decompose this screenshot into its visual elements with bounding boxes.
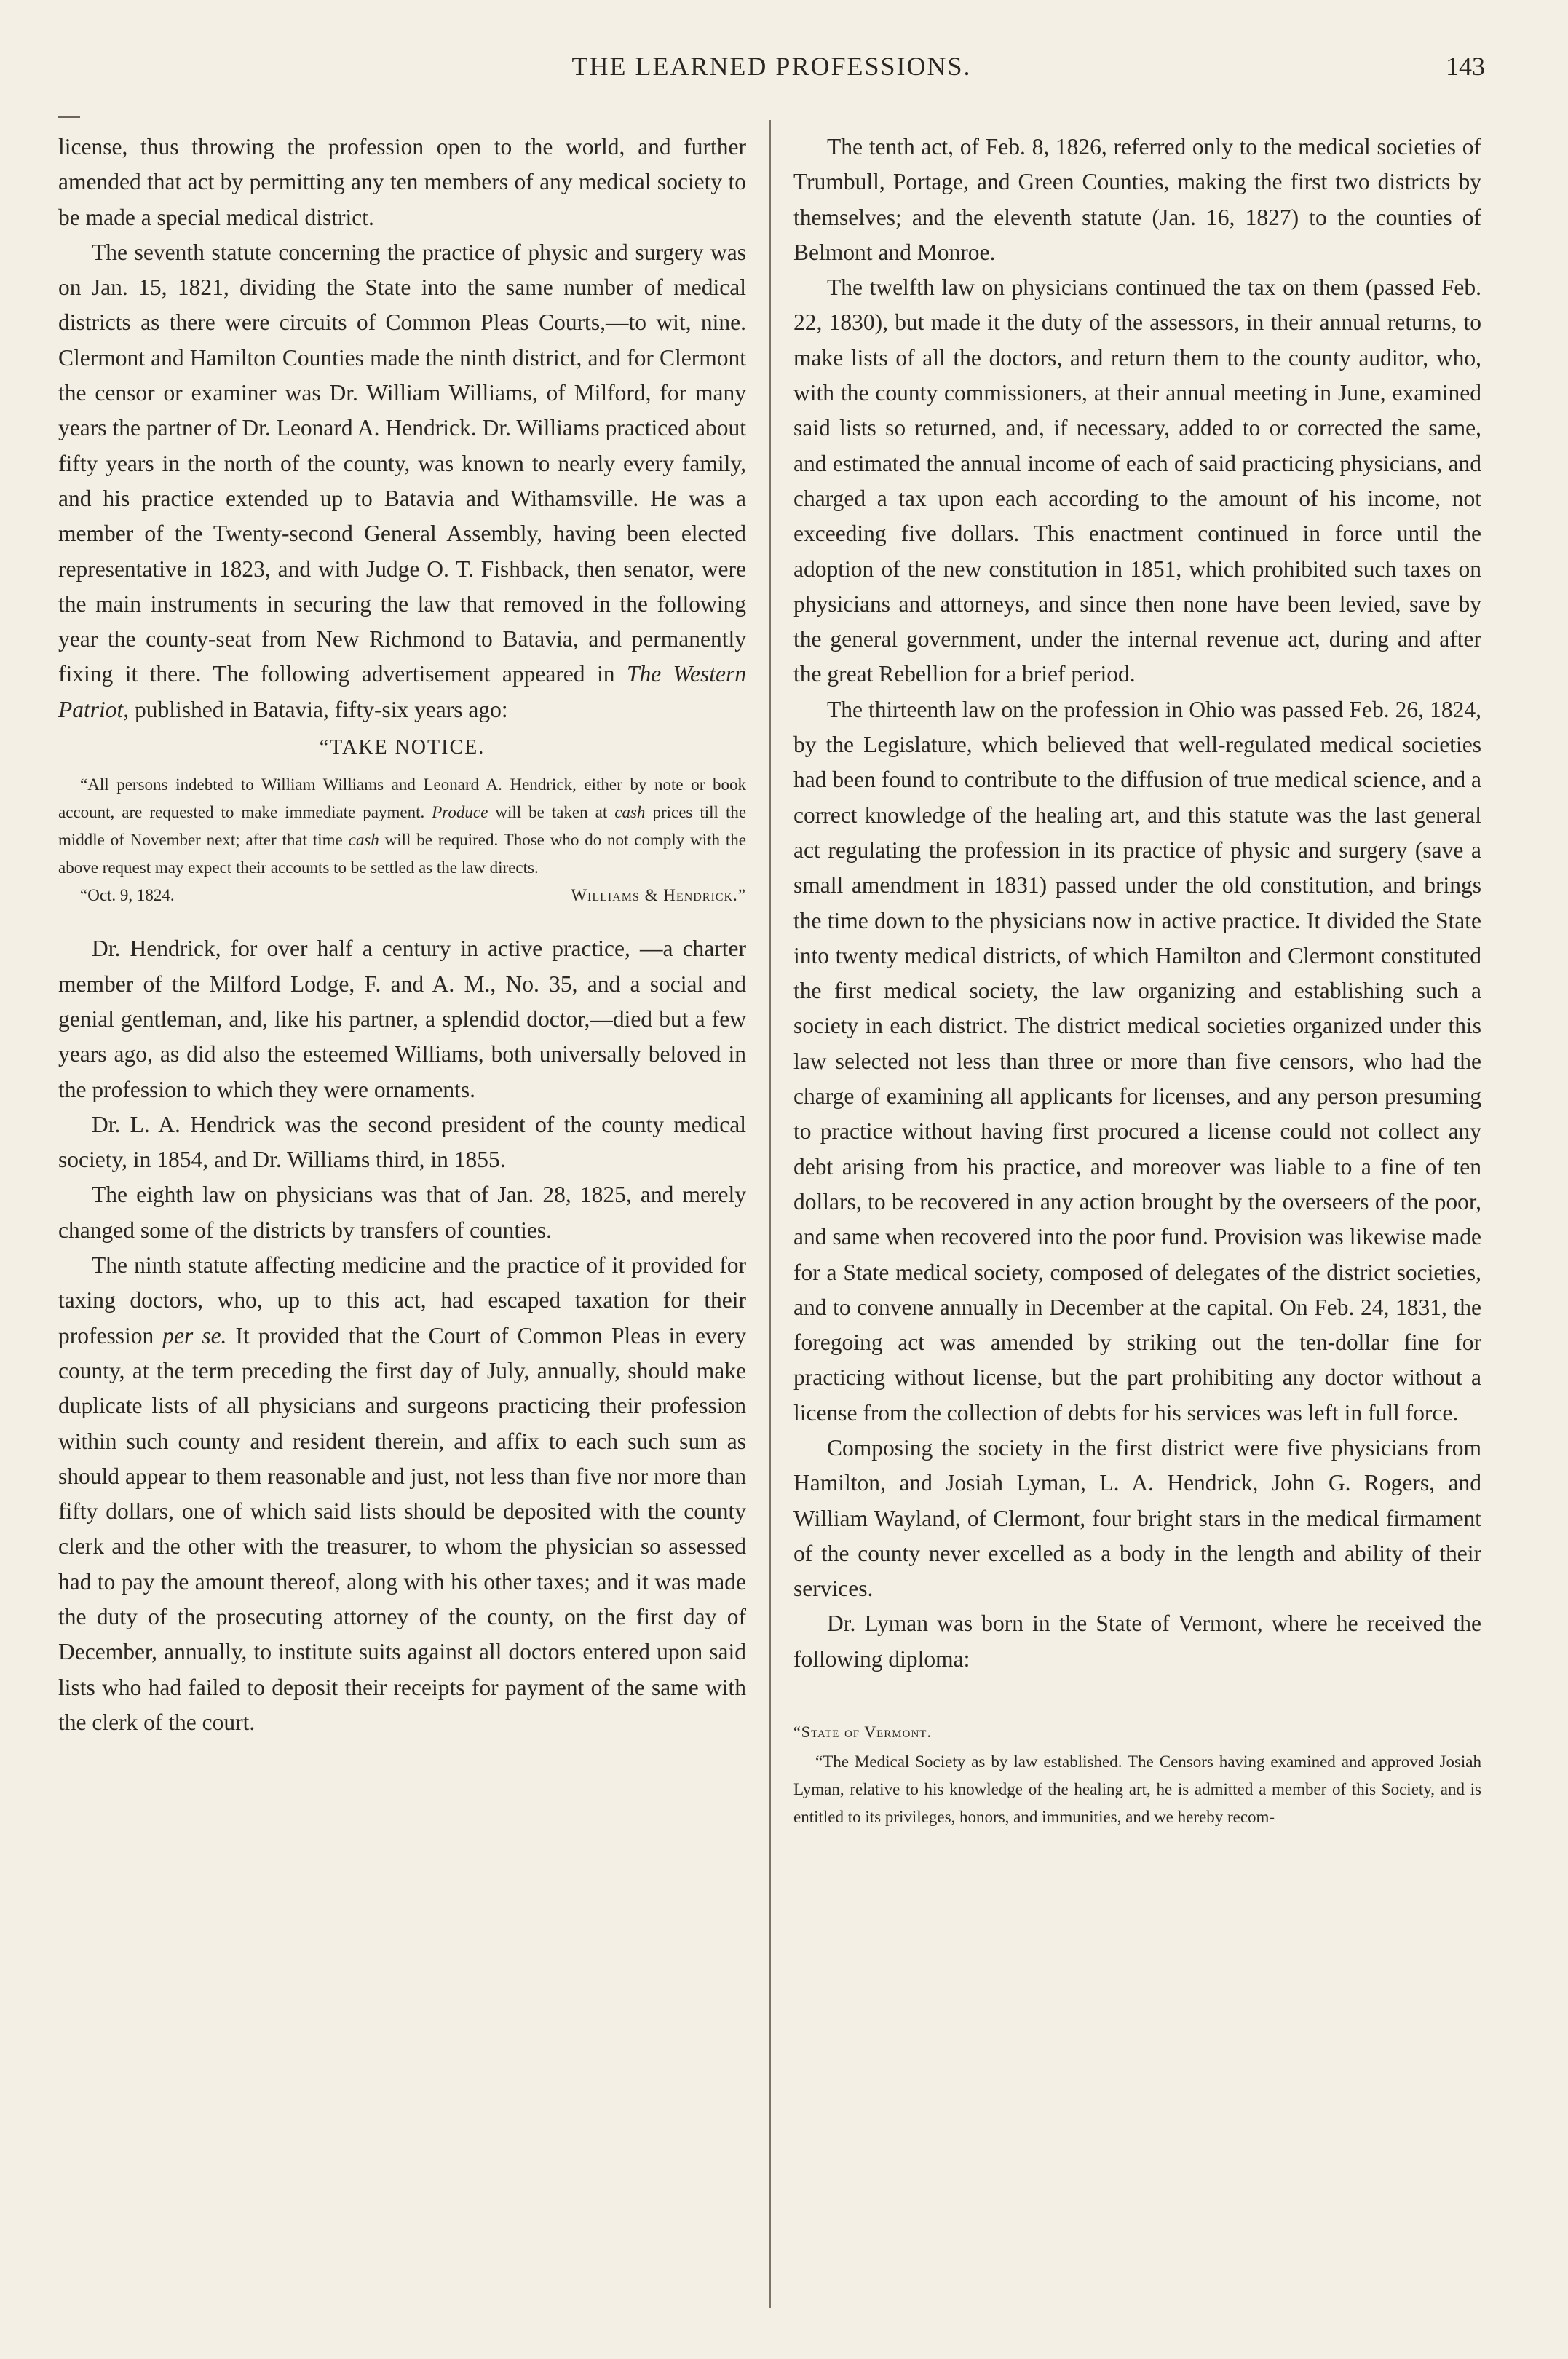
paragraph: The twelfth law on physicians continued the tax on them (passed Feb. 22, 1830), but made it the duty of the assessors, in their annual returns, to make lists of all the doctors, and return them to the county auditor, who, with the county commissioners, at their annual meeting in June, examined said lists so returned, and, if necessary, added to or corrected the same, and estimated the annual income of each of said practicing physicians, and charged a tax upon each according to the amount of his income, not exceeding five dollars. This enactment continued in force until the adoption of the new constitution in 1851, which prohibited such taxes on physicians and attorneys, and since then none have been levied, save by the general government, under the internal revenue act, during and after the great Rebellion for a brief period. bbox=[793, 274, 1481, 687]
paragraph: The thirteenth law on the profession in Ohio was passed Feb. 26, 1824, by the Legislature, which believed that well-regulated medical societies had been found to contribute to the diffusion of true medical science, and a correct knowledge of the healing art, and this statute was the last general act regulating the profession in its practice of physic and surgery (save a small amendment in 1831) passed under the old constitution, and brings the time down to the physicians now in active practice. It divided the State into twenty medical districts, of which Hamilton and Clermont constituted the first medical society, the law organizing and establishing such a society in each district. The district medical societies organized under this law selected not less than three or more than five censors, who had the charge of examining all applicants for licenses, and any person presuming to practice without having first procured a license could not collect any debt arising from his practice, and moreover was liable to a fine of ten dollars, to be recovered in any action brought by the overseers of the poor, and same when recovered into the poor fund. Provision was likewise made for a State medical society, composed of delegates of the district societies, and to convene annually in December at the capital. On Feb. 24, 1831, the foregoing act was amended by striking out the ten-dollar fine for practicing without license, but the part prohibiting any doctor without a license from the collection of debts for his services was left in full force. bbox=[793, 696, 1481, 1426]
paragraph: The tenth act, of Feb. 8, 1826, referred only to the medical societies of Trumbull, Portage, and Green Counties, making the first two districts by themselves; and the eleventh statute (Jan. 16, 1827) to the counties of Belmont and Monroe. bbox=[793, 134, 1481, 265]
paragraph: The seventh statute concerning the practice of physic and surgery was on Jan. 15, 1821, dividing the State into the same number of medical districts as there were circuits of Common Pleas Courts,—to wit, nine. Clermont and Hamilton Counties made the ninth district, and for Clermont the censor or examiner was Dr. William Williams, of Milford, for many years the partner of Dr. Leonard A. Hendrick. Dr. Williams practiced about fifty years in the north of the county, was known to nearly every family, and his practice extended up to Batavia and Withamsville. He was a member of the Twenty-second General Assembly, having been elected representative in 1823, and with Judge O. T. Fishback, then senator, were the main instruments in securing the law that removed in the following year the county-seat from New Richmond to Batavia, and permanently fixing it there. The following advertisement appeared in The Western Patriot, published in Batavia, fifty-six years ago: bbox=[58, 239, 746, 722]
diploma-heading: “State of Vermont. bbox=[793, 1723, 932, 1742]
margin-rule bbox=[58, 116, 80, 118]
paragraph: Dr. Lyman was born in the State of Vermont, where he received the following diploma: bbox=[793, 1611, 1481, 1672]
notice-signature-line bbox=[58, 882, 746, 909]
paragraph: The ninth statute affecting medicine and the practice of it provided for taxing doctors, who, up to this act, had escaped taxation for their profession per se. It provided that the Court of Common Pleas in every county, at the term preceding the first day of July, annually, should make duplicate lists of all physicians and surgeons practicing their profession within such county and resident therein, and affix to each such sum as should appear to them reasonable and just, not less than five nor more than fifty dollars, one of which said lists should be deposited with the county clerk and the other with the treasurer, to whom the physician so assessed had to pay the amount thereof, along with his other taxes; and it was made the duty of the prosecuting attorney of the county, on the first day of December, annually, to institute suits against all doctors entered upon said lists who had failed to deposit their receipts for payment of the same with the clerk of the court. bbox=[58, 1252, 747, 1735]
notice-signature: Williams & Hendrick.” bbox=[571, 886, 746, 905]
paragraph: Composing the society in the first district were five physicians from Hamilton, and Josiah Lyman, L. A. Hendrick, John G. Rogers, and William Wayland, of Clermont, four bright stars in the medical firmament of the county never excelled as a body in the length and ability of their services. bbox=[793, 1434, 1481, 1602]
page-header bbox=[58, 51, 1485, 95]
diploma-text: “The Medical Society as by law established. The Censors having examined and approved Josiah Lyman, relative to his knowledge of the healing art, he is admitted a member of this Society, and is entitled to its privileges, honors, and immunities, and we hereby recom- bbox=[793, 1753, 1481, 1827]
paragraph: Dr. Hendrick, for over half a century in active practice, —a charter member of the Milford Lodge, F. and A. M., No. 35, and a social and genial gentleman, and, like his partner, a splendid doctor,—died but a few years ago, as did also the esteemed Williams, both universally beloved in the profession to which they were ornaments. bbox=[58, 936, 746, 1102]
column-divider bbox=[769, 120, 771, 2308]
right-column bbox=[793, 130, 1481, 1831]
page-number: 143 bbox=[1446, 52, 1485, 81]
running-title: THE LEARNED PROFESSIONS. bbox=[571, 52, 972, 81]
left-column bbox=[58, 130, 746, 1740]
paragraph: Dr. L. A. Hendrick was the second president of the county medical society, in 1854, and Dr. Williams third, in 1855. bbox=[58, 1111, 746, 1173]
paragraph: The eighth law on physicians was that of Jan. 28, 1825, and merely changed some of the districts by transfers of counties. bbox=[58, 1182, 746, 1243]
notice-heading: “TAKE NOTICE. bbox=[319, 736, 486, 759]
notice-text: “All persons indebted to William Williams and Leonard A. Hendrick, either by note or book account, are requested to make immediate payment. Produce will be taken at cash prices till the middle of November next; after that time cash will be required. Those who do not comply with the above request may expect their accounts to be settled as the law directs. bbox=[58, 775, 747, 877]
notice-date: “Oct. 9, 1824. bbox=[80, 886, 175, 905]
paragraph: license, thus throwing the profession open to the world, and further amended that act by permitting any ten members of any medical society to be made a special medical district. bbox=[58, 134, 746, 230]
